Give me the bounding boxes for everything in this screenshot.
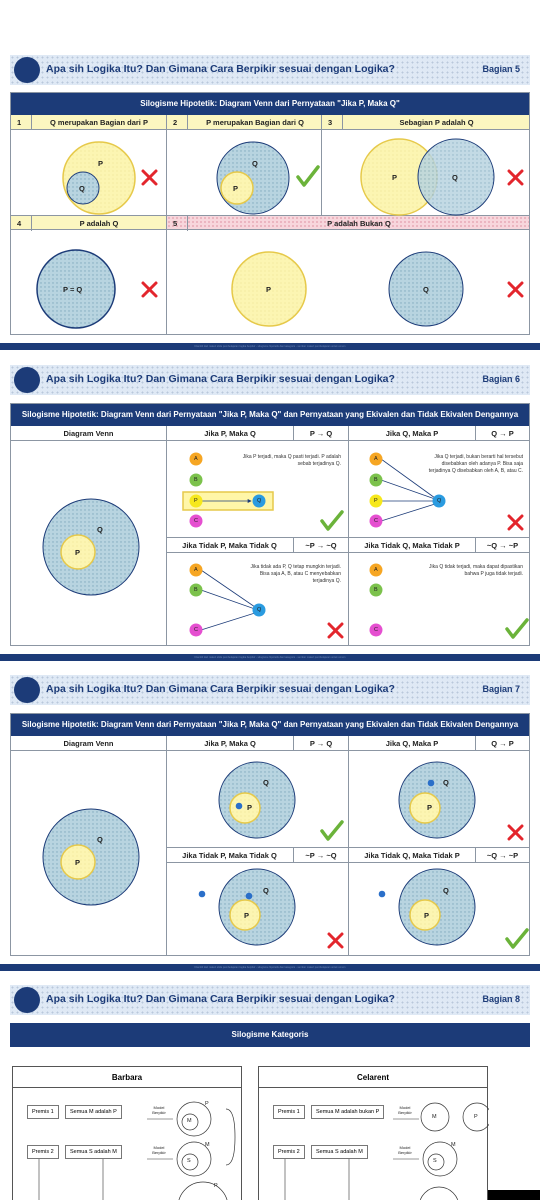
label-q: Q — [263, 778, 269, 787]
cell-label: P merupakan Bagian dari Q — [187, 115, 322, 130]
node-label: C — [374, 627, 378, 633]
venn-circle-p — [410, 793, 440, 823]
cell-num: 3 — [328, 118, 333, 127]
col-venn: Diagram Venn — [63, 739, 114, 748]
col-c3-title: Jika Tidak P, Maka Tidak Q — [182, 851, 277, 860]
label-m: M — [432, 1114, 437, 1120]
label-q: Q — [452, 173, 458, 182]
cell-label: P adalah Bukan Q — [187, 216, 530, 231]
part-label: Bagian 5 — [482, 64, 520, 74]
col-c1-title: Jika P, Maka Q — [166, 736, 293, 751]
col-c3-op: ~P → ~Q — [293, 538, 348, 553]
footer-bar — [0, 343, 540, 350]
point-dot — [428, 780, 435, 787]
premis-1-text: Semua M adalah P — [65, 1105, 122, 1119]
col-venn: Diagram Venn — [63, 429, 114, 438]
bagian-6-panel — [10, 403, 530, 646]
point-dot — [236, 803, 243, 810]
cross-icon — [143, 171, 156, 184]
header-bagian-5 — [10, 55, 530, 85]
barbara-title: Barbara — [111, 1073, 143, 1082]
col-c4-title: Jika Tidak Q, Maka Tidak P — [348, 538, 475, 553]
header-bagian-6 — [10, 365, 530, 395]
panel-title: Silogisme Kategoris — [10, 1023, 530, 1047]
cell-label: P adalah Q — [31, 216, 166, 231]
label-q: Q — [443, 778, 449, 787]
label-p-equals-q: P = Q — [63, 285, 83, 294]
label-q: Q — [443, 886, 449, 895]
col-c1-op: P → Q — [293, 736, 348, 751]
cross-icon — [329, 624, 342, 637]
node-label: P — [194, 498, 198, 504]
label-p: P — [244, 911, 250, 920]
node-label: P — [374, 498, 378, 504]
premis-2: Premis 2 — [273, 1145, 305, 1159]
bagian-6-diagrams — [11, 404, 529, 645]
point-dot — [379, 891, 386, 898]
col-c2-title: Jika Q, Maka P — [348, 736, 475, 751]
premis-1: Premis 1 — [273, 1105, 305, 1119]
cell-label: Sebagian P adalah Q — [342, 115, 530, 130]
model-label: Model Berpikir — [152, 1105, 166, 1115]
node-label: A — [194, 456, 198, 462]
footer-text: Diambil dari materi slide pembelajaran logika berpikir - silogisme hipotetik dan kategoris - sumber materi pembelajaran untuk umum — [194, 966, 346, 969]
node-label: Q — [437, 498, 442, 504]
footer-bar — [0, 964, 540, 971]
bagian-7-panel — [10, 713, 530, 956]
bagian-8-title-bar — [10, 1023, 530, 1047]
col-c1-title: Jika P, Maka Q — [166, 426, 293, 441]
col-c3-op: ~P → ~Q — [293, 848, 348, 863]
label-q: Q — [97, 835, 103, 844]
logo-icon — [14, 57, 40, 83]
bagian-5-diagrams — [11, 93, 529, 334]
c3-explanation: Jika tidak ada P, Q tetap mungkin terjadi. Bisa saja A, B, atau C menyebabkan terjadinya Q. — [250, 564, 341, 584]
bagian-5-panel — [10, 92, 530, 335]
footer-bar — [0, 654, 540, 661]
node-label: Q — [257, 498, 262, 504]
c1-explanation: Jika P terjadi, maka Q pasti terjadi. P adalah sebab terjadinya Q. — [242, 454, 341, 467]
label-m: M — [187, 1118, 192, 1124]
col-c4-op: ~Q → ~P — [475, 538, 529, 553]
logo-icon — [14, 677, 40, 703]
col-c4-title: Jika Tidak Q, Maka Tidak P — [348, 848, 475, 863]
cell-num: 4 — [17, 219, 22, 228]
barbara-diagram — [13, 1067, 243, 1200]
barbara-box — [12, 1066, 242, 1200]
logo-icon — [14, 987, 40, 1013]
label-p: P — [205, 1101, 209, 1107]
node-label: C — [194, 627, 198, 633]
c4-explanation: Jika Q tidak terjadi, maka dapat dipastikan bahwa P juga tidak terjadi. — [429, 564, 523, 577]
label-m: M — [205, 1142, 210, 1148]
bagian-7-diagrams — [11, 714, 529, 955]
label-p: P — [98, 159, 104, 168]
cell-label: Q merupakan Bagian dari P — [31, 115, 166, 130]
celarent-title: Celarent — [356, 1073, 389, 1082]
label-q: Q — [252, 159, 258, 168]
col-c1-op: P → Q — [293, 426, 348, 441]
label-p: P — [474, 1114, 478, 1120]
node-label: B — [194, 587, 198, 593]
node-label: A — [374, 567, 378, 573]
label-s: S — [187, 1158, 191, 1164]
cross-icon — [329, 934, 342, 947]
premis-2-text: Semua S adalah M — [311, 1145, 368, 1159]
cross-icon — [509, 826, 522, 839]
point-dot — [199, 891, 206, 898]
cell-num: 5 — [173, 219, 178, 228]
model-label: Model Berpikir — [152, 1145, 166, 1155]
celarent-diagram — [259, 1067, 489, 1200]
premis-2: Premis 2 — [27, 1145, 59, 1159]
header-title: Apa sih Logika Itu? Dan Gimana Cara Berpikir sesuai dengan Logika? — [46, 993, 395, 1005]
label-p: P — [75, 858, 81, 867]
label-q: Q — [263, 886, 269, 895]
model-label: Model Berpikir — [398, 1105, 412, 1115]
col-c2-op: Q → P — [475, 426, 529, 441]
cross-icon — [509, 171, 522, 184]
part-label: Bagian 6 — [482, 374, 520, 384]
check-icon — [507, 930, 527, 947]
header-title: Apa sih Logika Itu? Dan Gimana Cara Berpikir sesuai dengan Logika? — [46, 683, 395, 695]
label-p: P — [427, 803, 433, 812]
col-c2-title: Jika Q, Maka P — [348, 426, 475, 441]
model-label: Model Berpikir — [398, 1145, 412, 1155]
panel-title: Silogisme Hipotetik: Diagram Venn dari Pernyataan "Jika P, Maka Q" — [11, 93, 529, 115]
check-icon — [298, 167, 318, 185]
premis-2-text: Semua S adalah M — [65, 1145, 122, 1159]
label-q: Q — [97, 525, 103, 534]
footer-text: Diambil dari materi slide pembelajaran logika berpikir - silogisme hipotetik dan kategoris - sumber materi pembelajaran untuk umum — [194, 656, 346, 659]
cross-icon — [143, 283, 156, 296]
label-p: P — [233, 184, 239, 193]
celarent-box — [258, 1066, 488, 1200]
label-p: P — [247, 803, 253, 812]
panel-title: Silogisme Hipotetik: Diagram Venn dari Pernyataan "Jika P, Maka Q" dan Pernyataan yang Ekivalen dan Tidak Ekivalen Dengannya — [11, 404, 529, 426]
label-p: P — [214, 1183, 218, 1189]
cross-icon — [509, 283, 522, 296]
check-icon — [322, 512, 342, 529]
node-label: C — [374, 518, 378, 524]
node-label: Q — [257, 607, 262, 613]
c2-explanation: Jika Q terjadi, bukan berarti hal tersebut disebabkan oleh adanya P. Bisa saja terjadinya Q disebabkan oleh A, B, atau C. — [428, 454, 523, 474]
col-c3-title: Jika Tidak P, Maka Tidak Q — [182, 541, 277, 550]
cell-num: 1 — [17, 118, 22, 127]
node-label: B — [374, 587, 378, 593]
point-dot — [246, 893, 253, 900]
header-title: Apa sih Logika Itu? Dan Gimana Cara Berpikir sesuai dengan Logika? — [46, 63, 395, 75]
header-title: Apa sih Logika Itu? Dan Gimana Cara Berpikir sesuai dengan Logika? — [46, 373, 395, 385]
label-q: Q — [79, 184, 85, 193]
col-c4-op: ~Q → ~P — [475, 848, 529, 863]
label-p: P — [392, 173, 398, 182]
header-bagian-8 — [10, 985, 530, 1015]
node-label: C — [194, 518, 198, 524]
premis-1: Premis 1 — [27, 1105, 59, 1119]
check-icon — [507, 620, 527, 637]
cell-num: 2 — [173, 118, 178, 127]
label-s: S — [433, 1158, 437, 1164]
corner-block — [488, 1190, 540, 1200]
label-p: P — [424, 911, 430, 920]
part-label: Bagian 7 — [482, 684, 520, 694]
panel-title: Silogisme Hipotetik: Diagram Venn dari Pernyataan "Jika P, Maka Q" dan Pernyataan yang Ekivalen dan Tidak Ekivalen Dengannya — [11, 714, 529, 736]
label-p: P — [266, 285, 272, 294]
part-label: Bagian 8 — [482, 994, 520, 1004]
footer-text: Diambil dari materi slide pembelajaran logika berpikir - silogisme hipotetik dan kategoris - sumber materi pembelajaran untuk umum — [194, 345, 346, 348]
venn-circle-p — [230, 793, 260, 823]
logo-icon — [14, 367, 40, 393]
premis-1-text: Semua M adalah bukan P — [311, 1105, 384, 1119]
label-p: P — [75, 548, 81, 557]
col-c2-op: Q → P — [475, 736, 529, 751]
check-icon — [322, 822, 342, 839]
node-label: A — [374, 456, 378, 462]
header-bagian-7 — [10, 675, 530, 705]
label-q: Q — [423, 285, 429, 294]
label-m: M — [451, 1142, 456, 1148]
node-label: B — [374, 477, 378, 483]
node-circles — [190, 453, 446, 637]
node-label: B — [194, 477, 198, 483]
node-label: A — [194, 567, 198, 573]
cross-icon — [509, 516, 522, 529]
